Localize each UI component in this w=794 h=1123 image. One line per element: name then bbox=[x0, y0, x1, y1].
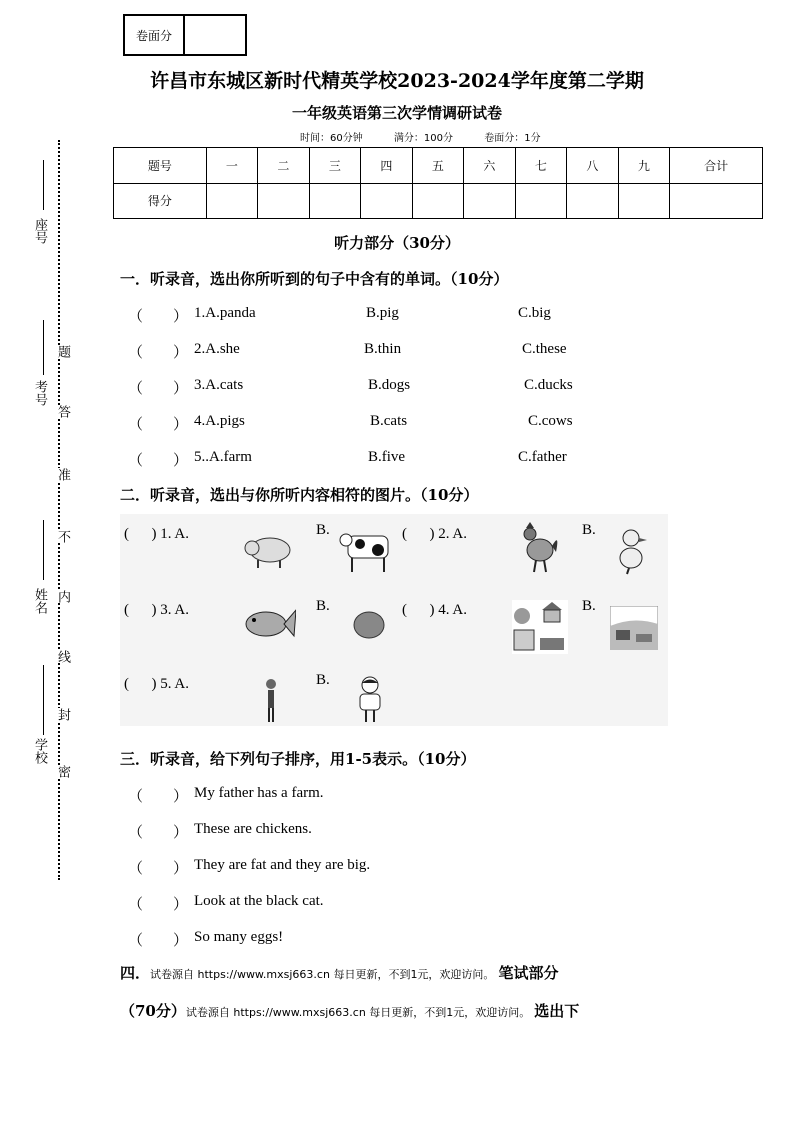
binding-warning-char: 不 bbox=[55, 530, 70, 543]
meta-paper: 卷面分：1分 bbox=[484, 133, 541, 144]
option-c: C.cows bbox=[528, 413, 573, 429]
cow-icon[interactable] bbox=[338, 528, 396, 574]
sentence: These are chickens. bbox=[194, 821, 312, 837]
score-cell[interactable] bbox=[515, 183, 567, 219]
source-note: 试卷源自 https://www.mxsj663.cn 每日更新，不到1元，欢迎访问。 bbox=[185, 1006, 531, 1019]
name-underline bbox=[43, 520, 44, 580]
binding-warning-char: 题 bbox=[55, 345, 70, 358]
duck-icon[interactable] bbox=[617, 526, 649, 576]
table-cell: 五 bbox=[412, 148, 464, 184]
section1-title: 一．听录音，选出你所听到的句子中含有的单词。（10分） bbox=[120, 270, 509, 288]
written-part-heading: 笔试部分 bbox=[498, 964, 559, 982]
farmland-scene-icon[interactable] bbox=[610, 606, 658, 650]
answer-blank[interactable]: （ ） bbox=[128, 789, 189, 805]
option-b-label: B. bbox=[582, 522, 596, 538]
binding-warning-char: 线 bbox=[55, 650, 70, 663]
score-box bbox=[123, 14, 247, 56]
seat-underline bbox=[43, 160, 44, 210]
q4-label: ( ) 4. A. bbox=[402, 602, 467, 618]
sentence: My father has a farm. bbox=[194, 785, 324, 801]
option-b: B.dogs bbox=[368, 377, 411, 393]
table-cell: 九 bbox=[618, 148, 670, 184]
table-cell: 一 bbox=[206, 148, 258, 184]
answer-blank[interactable]: （ ） bbox=[128, 381, 189, 397]
score-table-score-row bbox=[114, 183, 763, 219]
section4-line2 bbox=[120, 1000, 579, 1021]
answer-blank[interactable]: （ ） bbox=[128, 345, 189, 361]
answer-blank[interactable]: （ ） bbox=[128, 453, 189, 469]
fish-icon[interactable] bbox=[242, 600, 296, 644]
option-b: B.cats bbox=[370, 413, 408, 429]
score-cell[interactable] bbox=[670, 183, 763, 219]
school-label: 学校 bbox=[32, 738, 47, 764]
egg-icon[interactable] bbox=[352, 610, 386, 640]
option-b-label: B. bbox=[316, 522, 330, 538]
section4-number: 四． bbox=[120, 964, 151, 982]
binding-warning-char: 内 bbox=[55, 590, 70, 603]
option-c: C.big bbox=[518, 305, 551, 321]
source-note: 试卷源自 https://www.mxsj663.cn 每日更新，不到1元，欢迎访问。 bbox=[150, 968, 495, 981]
table-cell: 合计 bbox=[670, 148, 763, 184]
table-cell: 八 bbox=[567, 148, 619, 184]
score-table bbox=[113, 147, 763, 219]
binding-warning-char: 密 bbox=[55, 765, 70, 778]
rooster-icon[interactable] bbox=[518, 522, 560, 574]
section4-line1 bbox=[120, 962, 558, 983]
page-subtitle: 一年级英语第三次学情调研试卷 bbox=[291, 104, 502, 122]
option-c: C.these bbox=[522, 341, 567, 357]
page-title: 许昌市东城区新时代精英学校2023-2024学年度第二学期 bbox=[150, 70, 644, 92]
exam-no-label: 考号 bbox=[32, 380, 47, 406]
name-label: 姓名 bbox=[32, 588, 47, 614]
picture-panel bbox=[120, 514, 668, 726]
score-cell[interactable] bbox=[361, 183, 413, 219]
score-cell[interactable] bbox=[258, 183, 310, 219]
option-c: C.father bbox=[518, 449, 567, 465]
table-cell: 七 bbox=[515, 148, 567, 184]
fat-boy-icon[interactable] bbox=[356, 676, 384, 724]
listening-heading: 听力部分（30分） bbox=[334, 234, 460, 252]
option-a: 1.A.panda bbox=[194, 305, 256, 321]
section2-title: 二．听录音，选出与你所听内容相符的图片。（10分） bbox=[120, 486, 479, 504]
answer-blank[interactable]: （ ） bbox=[128, 861, 189, 877]
option-c: C.ducks bbox=[524, 377, 573, 393]
exam-meta bbox=[300, 129, 569, 144]
sentence: So many eggs! bbox=[194, 929, 284, 945]
table-cell: 四 bbox=[361, 148, 413, 184]
option-a: 3.A.cats bbox=[194, 377, 244, 393]
section3-title: 三．听录音，给下列句子排序，用1-5表示。（10分） bbox=[120, 750, 476, 768]
score-cell[interactable] bbox=[618, 183, 670, 219]
score-box-blank bbox=[185, 16, 245, 54]
table-cell: 二 bbox=[258, 148, 310, 184]
option-a: 2.A.she bbox=[194, 341, 240, 357]
school-underline bbox=[43, 665, 44, 735]
answer-blank[interactable]: （ ） bbox=[128, 897, 189, 913]
option-b-label: B. bbox=[582, 598, 596, 614]
option-b: B.thin bbox=[364, 341, 402, 357]
q3-label: ( ) 3. A. bbox=[124, 602, 189, 618]
score-cell[interactable] bbox=[412, 183, 464, 219]
section4-instruction: 选出下 bbox=[534, 1002, 580, 1020]
binding-warning-char: 准 bbox=[55, 468, 70, 481]
meta-time: 时间：60分钟 bbox=[300, 133, 363, 144]
option-b: B.pig bbox=[366, 305, 399, 321]
option-a: 4.A.pigs bbox=[194, 413, 245, 429]
answer-blank[interactable]: （ ） bbox=[128, 309, 189, 325]
option-b-label: B. bbox=[316, 672, 330, 688]
sentence: They are fat and they are big. bbox=[194, 857, 371, 873]
score-cell[interactable] bbox=[567, 183, 619, 219]
binding-warning-char: 答 bbox=[55, 405, 70, 418]
farm-scene-icon[interactable] bbox=[512, 600, 568, 654]
sentence: Look at the black cat. bbox=[194, 893, 324, 909]
option-b: B.five bbox=[368, 449, 406, 465]
table-cell: 题号 bbox=[114, 148, 207, 184]
table-cell: 得分 bbox=[114, 183, 207, 219]
table-cell: 三 bbox=[309, 148, 361, 184]
table-cell: 六 bbox=[464, 148, 516, 184]
answer-blank[interactable]: （ ） bbox=[128, 417, 189, 433]
exam-no-underline bbox=[43, 320, 44, 375]
score-cell[interactable] bbox=[309, 183, 361, 219]
binding-warning-char: 封 bbox=[55, 708, 70, 721]
score-cell[interactable] bbox=[206, 183, 258, 219]
score-table-header-row bbox=[114, 148, 763, 184]
seat-label: 座号 bbox=[32, 218, 47, 244]
score-cell[interactable] bbox=[464, 183, 516, 219]
q5-label: ( ) 5. A. bbox=[124, 676, 189, 692]
written-part-score: （70分） bbox=[120, 1002, 186, 1020]
option-b-label: B. bbox=[316, 598, 330, 614]
pig-icon[interactable] bbox=[242, 530, 296, 570]
answer-blank[interactable]: （ ） bbox=[128, 825, 189, 841]
meta-full: 满分：100分 bbox=[393, 133, 454, 144]
q2-label: ( ) 2. A. bbox=[402, 526, 467, 542]
thin-boy-icon[interactable] bbox=[264, 678, 278, 724]
option-a: 5..A.farm bbox=[194, 449, 252, 465]
score-box-label: 卷面分 bbox=[125, 16, 185, 54]
answer-blank[interactable]: （ ） bbox=[128, 933, 189, 949]
q1-label: ( ) 1. A. bbox=[124, 526, 189, 542]
